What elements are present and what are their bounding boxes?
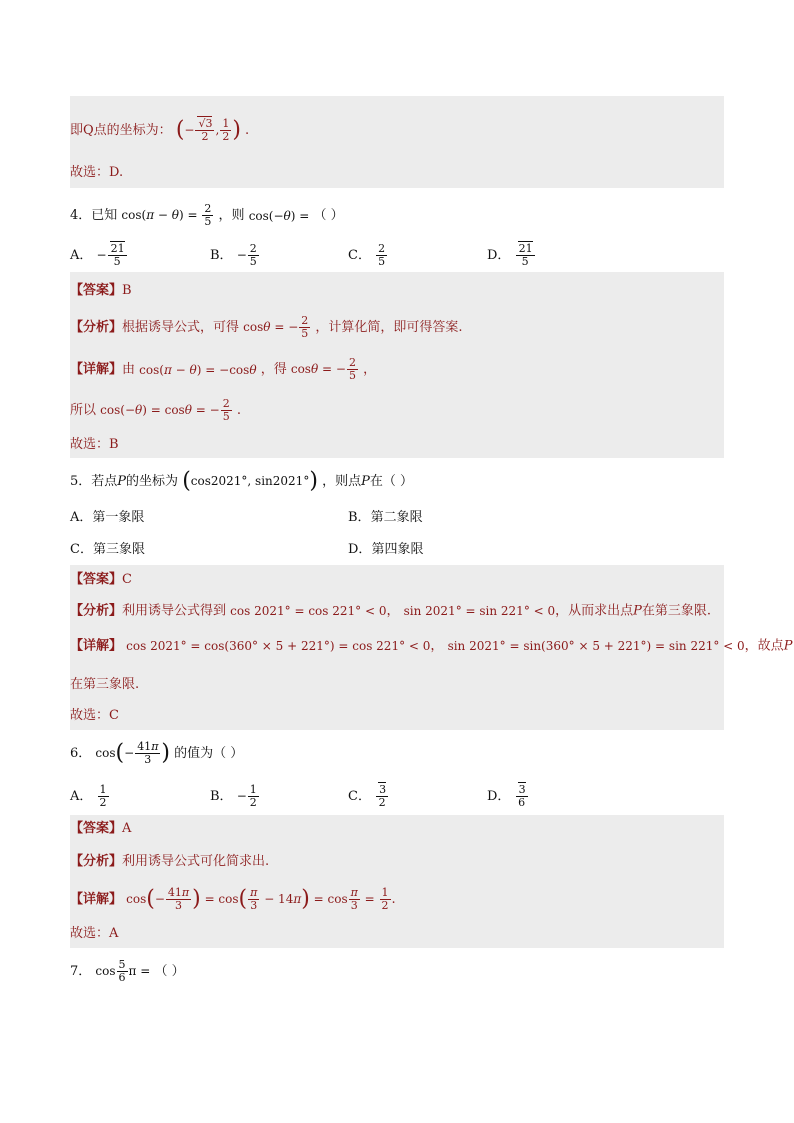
detail-formula: cos(− $\frac{41\pi}{3}$ ) = cos( $\frac{\pi}{3}$ − 14π) = cos $\frac{\pi}{3}$ = $\frac{1}{2}$ <box>126 886 389 912</box>
detail-text-end: ， <box>363 362 377 377</box>
option-label: A． <box>70 789 93 804</box>
option-value: $\frac{3}{2}$ <box>375 784 389 809</box>
q5-detail-line1 <box>70 636 793 657</box>
option-label: A． <box>70 510 93 525</box>
detail-text: 由 <box>122 362 136 377</box>
option-value: − $\frac{21}{5}$ <box>96 242 125 268</box>
q5-choose: 故选：C <box>70 708 119 723</box>
q6-detail <box>70 887 724 912</box>
q5-stem-mid: 的坐标为 <box>126 473 179 489</box>
option-value: − $\frac{2}{5}$ <box>236 242 257 268</box>
q4-choose: 故选：B <box>70 437 119 452</box>
q3-coord-intro: 即Q点的坐标为： <box>70 123 172 138</box>
q5-option-b <box>348 508 423 528</box>
detail-tag: 【详解】 <box>70 362 123 377</box>
detail-formula-2: cosθ = − $\frac{2}{5}$ <box>290 356 356 382</box>
option-value: 第四象限 <box>371 542 424 557</box>
answer-tag: 【答案】 <box>70 572 123 587</box>
detail-formula-2: sin 2021° = sin(360° × 5 + 221°) = sin 221° < 0 <box>447 639 745 653</box>
q4-ask-formula: cos(−θ) = <box>248 208 310 223</box>
analysis-text-mid: ，从而求出点 <box>555 603 634 619</box>
analysis-text: 根据诱导公式，可得 <box>122 320 240 335</box>
detail-text: 所以 <box>70 403 97 418</box>
q5-option-c <box>70 540 145 560</box>
q4-stem <box>70 203 724 228</box>
q4-option-a <box>70 243 128 268</box>
answer-value: C <box>122 572 132 587</box>
analysis-tag: 【分析】 <box>70 603 123 619</box>
q5-stem-suffix: 在（ ） <box>369 473 413 489</box>
q5-stem <box>70 468 724 494</box>
option-value: $\frac{1}{2}$ <box>99 783 107 809</box>
option-value: $\frac{2}{5}$ <box>378 242 386 268</box>
q7-stem <box>70 959 724 984</box>
option-label: D． <box>487 248 511 263</box>
analysis-formula: cosθ = − $\frac{2}{5}$ <box>243 314 309 340</box>
q4-stem-mid: ，则 <box>218 208 245 223</box>
option-label: D． <box>487 789 511 804</box>
q3-coordinate-line <box>70 118 724 143</box>
q6-option-c <box>348 784 389 809</box>
option-label: C． <box>70 542 93 557</box>
q6-stem <box>70 741 724 766</box>
answer-tag: 【答案】 <box>70 821 123 836</box>
option-value: $\frac{3}{6}$ <box>515 784 529 809</box>
q4-answer <box>70 281 724 301</box>
analysis-text: 利用诱导公式得到 <box>122 603 227 619</box>
q4-option-d <box>487 243 536 268</box>
point-p: P <box>783 638 793 654</box>
point-p: P <box>361 473 370 489</box>
q6-analysis <box>70 852 724 872</box>
q5-option-a <box>70 508 144 528</box>
q4-detail-line1 <box>70 357 724 382</box>
detail-separator: ， <box>430 638 444 654</box>
option-label: D． <box>348 542 372 557</box>
q6-stem-prefix: 6． <box>70 746 92 761</box>
option-value: 第三象限 <box>92 542 145 557</box>
q3-choose: 故选：D. <box>70 165 124 180</box>
detail-tag: 【详解】 <box>70 638 123 654</box>
answer-value: A <box>122 821 132 836</box>
q4-option-c <box>348 243 388 268</box>
analysis-formula-1: cos 2021° = cos 221° < 0 <box>230 604 387 618</box>
option-label: C． <box>348 248 371 263</box>
q7-stem-formula: cos $\frac{5}{6}$ π = <box>95 958 151 984</box>
q6-answer <box>70 819 724 839</box>
q3-coordinate-formula: (− $\frac{√3}{2}$ , $\frac{1}{2}$ ) <box>175 117 241 143</box>
q4-analysis <box>70 315 724 340</box>
detail-tag: 【详解】 <box>70 892 123 907</box>
option-value: − $\frac{1}{2}$ <box>236 783 257 809</box>
q4-detail-line2 <box>70 398 724 423</box>
analysis-formula-2: sin 2021° = sin 221° < 0 <box>403 604 556 618</box>
option-value: $\frac{21}{5}$ <box>515 243 536 268</box>
point-p: P <box>117 473 127 489</box>
q7-stem-suffix: （ ） <box>154 964 185 979</box>
detail-formula-1: cos(π − θ) = −cosθ <box>139 362 257 377</box>
option-label: B． <box>210 789 233 804</box>
analysis-separator: ， <box>386 603 400 619</box>
analysis-tag: 【分析】 <box>70 854 123 869</box>
analysis-tag: 【分析】 <box>70 320 123 335</box>
q6-option-d <box>487 784 529 809</box>
answer-tag: 【答案】 <box>70 283 123 298</box>
analysis-text-end: 在第三象限. <box>641 603 712 619</box>
option-label: B． <box>348 510 371 525</box>
point-p: P <box>633 603 642 619</box>
detail-text: ，故点 <box>744 638 784 654</box>
q5-analysis <box>70 601 724 622</box>
option-value: 第一象限 <box>92 510 145 525</box>
q7-stem-prefix: 7． <box>70 964 92 979</box>
q5-stem-prefix: 5．若点 <box>70 473 118 489</box>
q5-detail-line2: 在第三象限. <box>70 677 140 692</box>
analysis-text-end: ，计算化简，即可得答案. <box>315 320 463 335</box>
q4-stem-prefix: 4．已知 <box>70 208 118 223</box>
detail-text-end: . <box>391 892 396 907</box>
answer-value: B <box>122 283 132 298</box>
q5-stem-mid2: ，则点 <box>322 473 362 489</box>
q5-option-d <box>348 540 423 560</box>
q4-option-b <box>210 243 260 268</box>
option-value: 第二象限 <box>370 510 423 525</box>
detail-formula-3: cos(−θ) = cosθ = − $\frac{2}{5}$ <box>100 397 230 423</box>
detail-text-mid: ，得 <box>260 362 287 377</box>
detail-text-end: . <box>236 403 241 418</box>
q6-option-a <box>70 784 110 809</box>
q6-option-b <box>210 784 260 809</box>
q6-choose: 故选：A <box>70 926 119 941</box>
option-label: C． <box>348 789 371 804</box>
q5-answer <box>70 570 724 590</box>
analysis-text: 利用诱导公式可化简求出. <box>122 854 270 869</box>
q3-period: . <box>245 123 250 138</box>
q5-coord-formula: (cos2021°, sin2021°) <box>182 468 318 494</box>
option-label: A． <box>70 248 93 263</box>
q6-stem-suffix: 的值为（ ） <box>174 746 244 761</box>
detail-formula-1: cos 2021° = cos(360° × 5 + 221°) = cos 221° < 0 <box>126 639 431 653</box>
q4-stem-suffix: （ ） <box>313 208 344 223</box>
q4-given-formula: cos(π − θ) = $\frac{2}{5}$ <box>121 202 212 228</box>
option-label: B． <box>210 248 233 263</box>
q6-stem-formula: cos(− $\frac{41\pi}{3}$ ) <box>95 740 171 766</box>
